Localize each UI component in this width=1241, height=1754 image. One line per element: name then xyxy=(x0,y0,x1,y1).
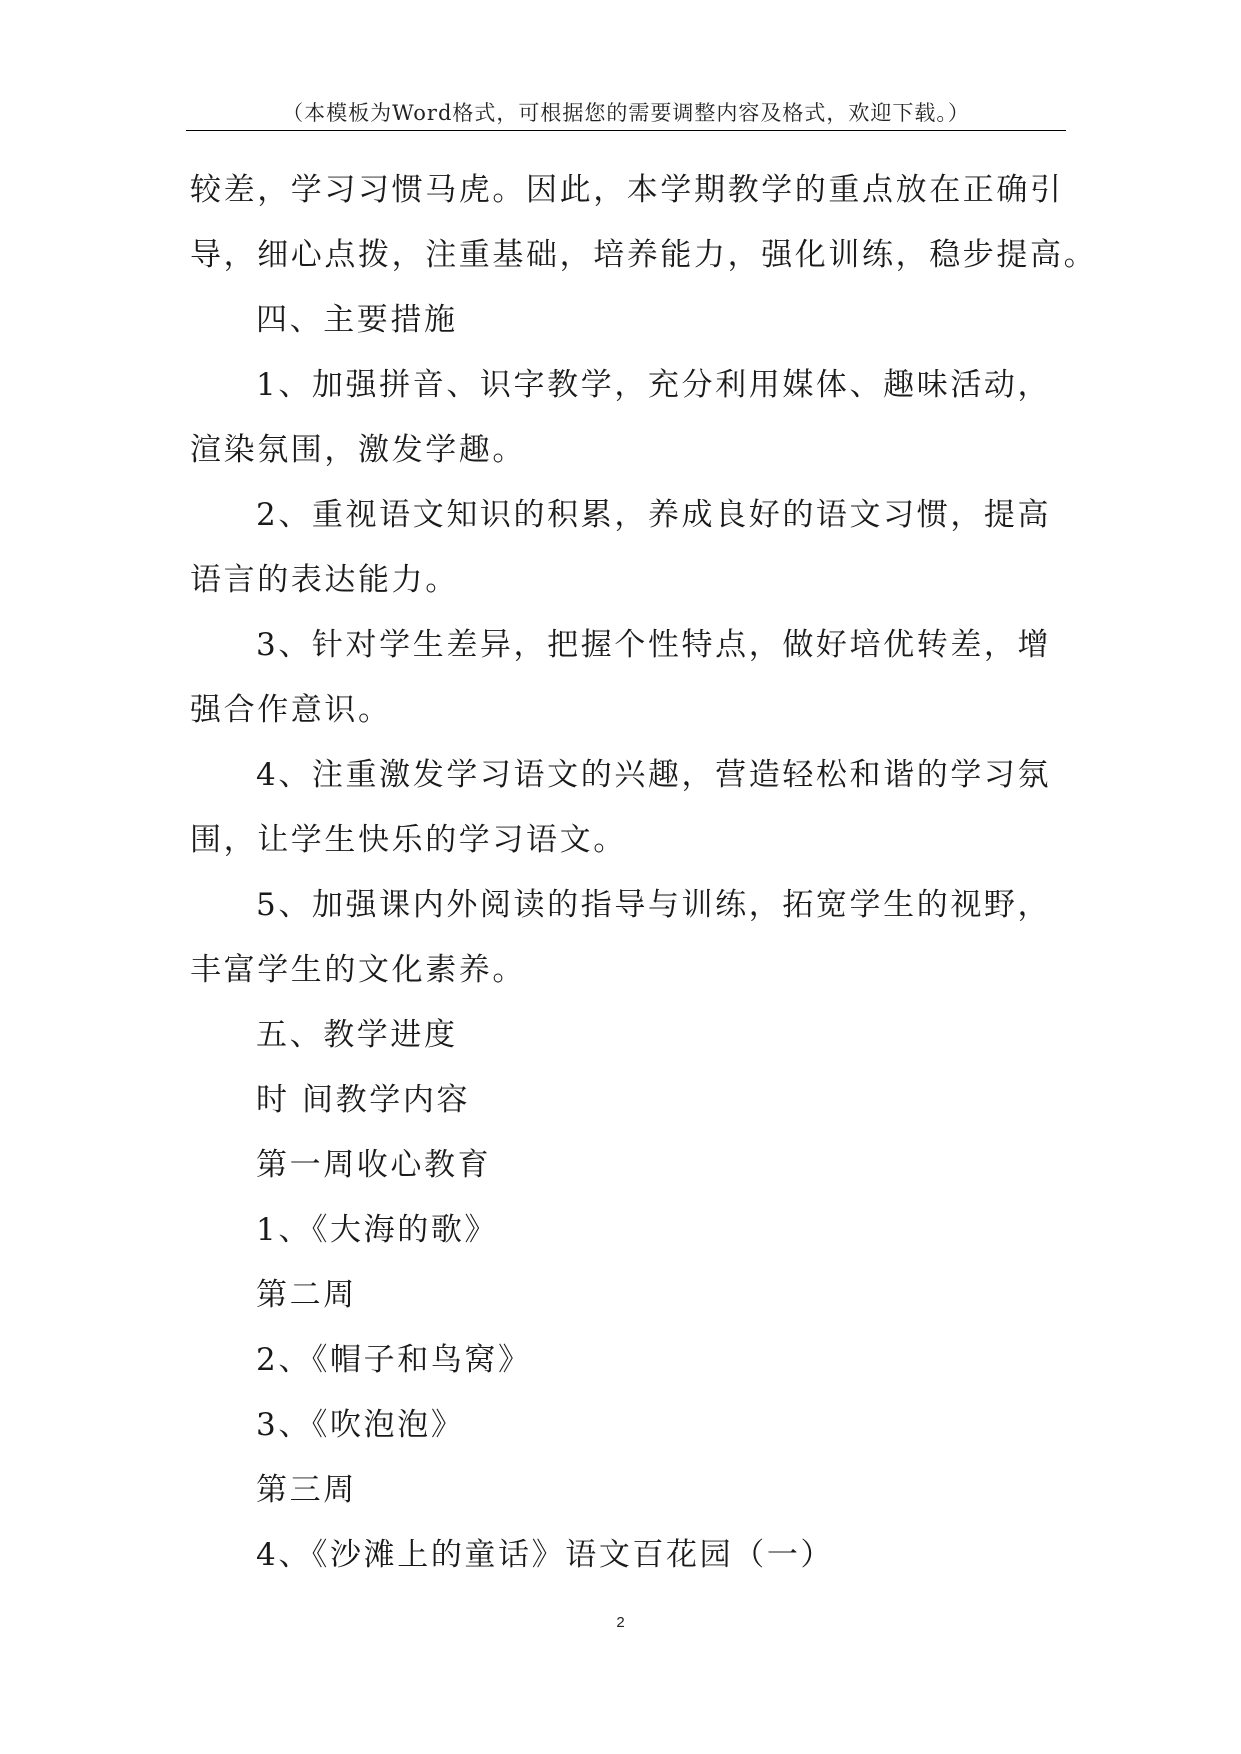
text-line: 5、加强课内外阅读的指导与训练，拓宽学生的视野， xyxy=(256,887,1052,923)
text-line: 3、针对学生差异，把握个性特点，做好培优转差，增 xyxy=(256,627,1052,663)
text-line: 2、《帽子和鸟窝》 xyxy=(256,1342,532,1378)
text-line: 4、《沙滩上的童话》语文百花园（一） xyxy=(256,1537,835,1573)
text-line: 语言的表达能力。 xyxy=(190,562,459,598)
text-line: 丰富学生的文化素养。 xyxy=(190,952,526,988)
text-line: 导，细心点拨，注重基础，培养能力，强化训练，稳步提高。 xyxy=(190,237,1098,273)
page-number: 2 xyxy=(616,1614,625,1631)
text-line: 第二周 xyxy=(256,1277,357,1313)
text-line: 五、教学进度 xyxy=(256,1017,458,1053)
text-line: 时 间教学内容 xyxy=(256,1082,471,1118)
page-header: （本模板为Word格式，可根据您的需要调整内容及格式，欢迎下载。） xyxy=(282,101,970,125)
text-line: 4、注重激发学习语文的兴趣，营造轻松和谐的学习氛 xyxy=(256,757,1052,793)
text-line: 3、《吹泡泡》 xyxy=(256,1407,465,1443)
text-line: 四、主要措施 xyxy=(256,302,458,338)
text-line: 围，让学生快乐的学习语文。 xyxy=(190,822,627,858)
header-divider xyxy=(186,130,1066,131)
text-line: 第一周收心教育 xyxy=(256,1147,492,1183)
text-line: 强合作意识。 xyxy=(190,692,392,728)
text-line: 渲染氛围，激发学趣。 xyxy=(190,432,526,468)
text-line: 1、加强拼音、识字教学，充分利用媒体、趣味活动， xyxy=(256,367,1052,403)
text-line: 第三周 xyxy=(256,1472,357,1508)
text-line: 1、《大海的歌》 xyxy=(256,1212,499,1248)
text-line: 较差，学习习惯马虎。因此，本学期教学的重点放在正确引 xyxy=(190,172,1064,208)
text-line: 2、重视语文知识的积累，养成良好的语文习惯，提高 xyxy=(256,497,1052,533)
document-body xyxy=(190,158,1098,1588)
